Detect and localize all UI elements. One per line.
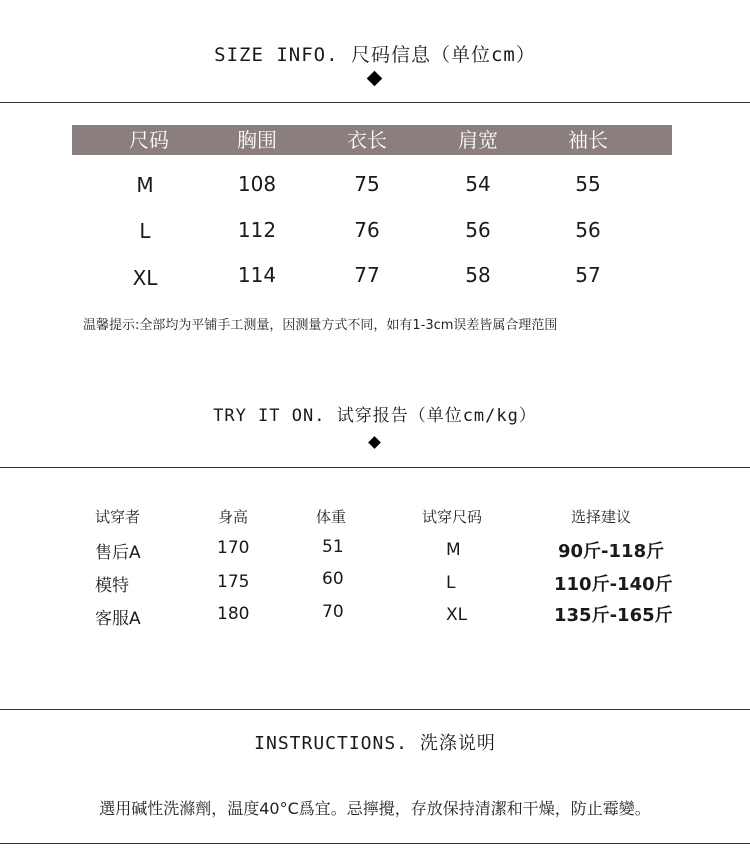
size-cell: 75 [354,172,380,196]
size-cell: 56 [575,218,601,242]
divider [0,709,750,710]
divider [0,843,750,844]
try-cell: 170 [217,538,250,558]
size-cell: 76 [354,218,380,242]
divider [0,467,750,468]
try-header-cell: 体重 [316,508,347,526]
size-cell: L [139,219,151,243]
try-cell: L [446,573,456,593]
try-cell: 模特 [95,576,129,596]
size-header-cell: 衣长 [347,128,387,152]
size-cell: 54 [465,172,491,196]
size-cell: 55 [575,172,601,196]
try-cell: 售后A [95,543,141,563]
try-header-cell: 选择建议 [571,508,632,526]
try-cell: 客服A [95,609,141,629]
size-info-title: SIZE INFO. 尺码信息（单位cm） [214,44,536,66]
diamond-icon [368,436,381,449]
size-recommendation: 90斤-118斤 [558,541,665,562]
instructions-title: INSTRUCTIONS. 洗涤说明 [254,733,496,754]
try-cell: 180 [217,604,250,624]
diamond-icon [367,71,383,87]
size-cell: M [136,173,154,197]
size-cell: 77 [354,263,380,287]
try-cell: 51 [322,537,344,557]
size-cell: 58 [465,263,491,287]
divider [0,102,750,103]
size-table-header [72,125,672,155]
try-header-cell: 身高 [218,508,249,526]
try-cell: XL [446,605,468,625]
try-on-title: TRY IT ON. 试穿报告（单位cm/kg） [213,406,537,426]
try-header-cell: 试穿者 [95,508,141,526]
size-cell: 112 [237,218,277,242]
measurement-note: 温馨提示:全部均为平铺手工测量，因测量方式不同，如有1-3cm误差皆属合理范围 [83,318,558,333]
try-cell: M [446,540,461,560]
size-recommendation: 110斤-140斤 [554,574,673,595]
try-cell: 70 [322,602,344,622]
try-header-cell: 试穿尺码 [422,508,483,526]
size-cell: 56 [465,218,491,242]
size-header-cell: 胸围 [237,128,277,152]
try-cell: 175 [217,572,250,592]
try-cell: 60 [322,569,344,589]
size-cell: 114 [237,263,277,287]
size-cell: XL [132,266,158,290]
size-header-cell: 袖长 [568,128,608,152]
size-header-cell: 尺码 [129,128,169,152]
washing-instructions: 選用碱性洗滌劑，温度40°C爲宜。忌擰攪，存放保持清潔和干燥，防止霉變。 [99,799,651,818]
size-recommendation: 135斤-165斤 [554,605,673,626]
size-cell: 108 [237,172,277,196]
size-header-cell: 肩宽 [458,128,498,152]
size-cell: 57 [575,263,601,287]
